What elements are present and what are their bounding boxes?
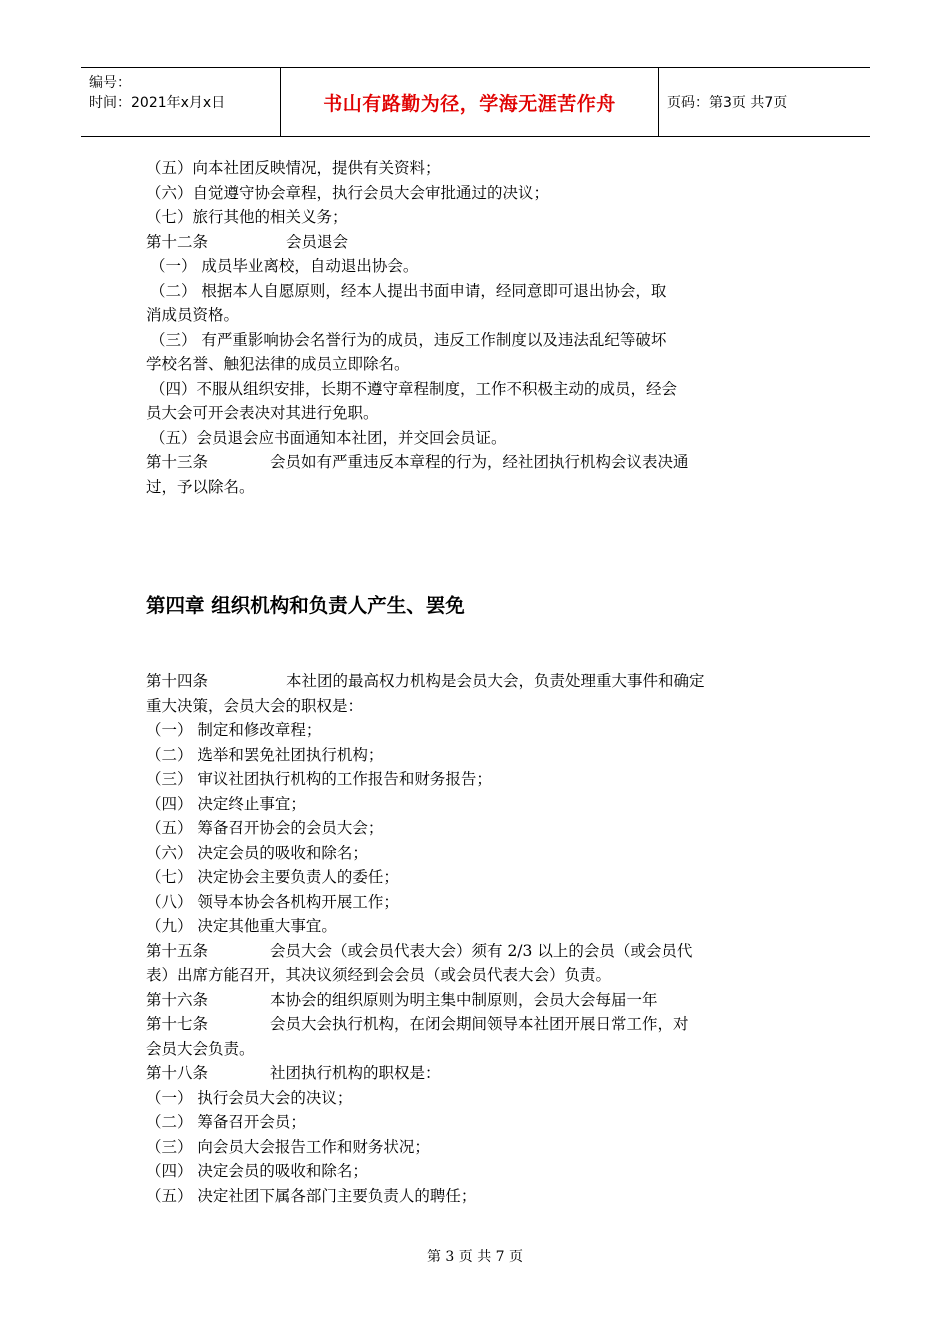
header-motto: 书山有路勤为径，学海无涯苦作舟 [281, 68, 659, 136]
power-item: （九） 决定其他重大事宜。 [146, 917, 337, 935]
header-page-info: 页码：第3页 共7页 [667, 95, 788, 111]
exec-power-item: （四） 决定会员的吸收和除名； [146, 1162, 368, 1180]
article-title: 第十七条 [146, 1015, 209, 1033]
article-17 [146, 1012, 810, 1037]
power-item: （二） 选举和罢免社团执行机构； [146, 745, 384, 764]
article-text: 会员大会（或会员代表大会）须有 2/3 以上的会员（或会员代 [270, 941, 693, 960]
withdraw-item: （一） 成员毕业离校，自动退出协会。 [150, 257, 419, 275]
article-title: 第十四条 [146, 672, 209, 690]
withdraw-item-cont: 员大会可开会表决对其进行免职。 [146, 404, 379, 422]
withdraw-item-cont: 学校名誉、触犯法律的成员立即除名。 [146, 355, 410, 373]
exec-power-item: （二） 筹备召开会员； [146, 1113, 306, 1131]
power-item: （四） 决定终止事宜； [146, 794, 306, 813]
article-14 [146, 669, 810, 694]
article-heading: 会员退会 [286, 232, 349, 251]
exec-power-item: （五） 决定社团下属各部门主要负责人的聘任； [146, 1186, 477, 1205]
power-item: （一） 制定和修改章程； [146, 721, 322, 739]
withdraw-item-cont: 消成员资格。 [146, 306, 240, 324]
article-text: 本社团的最高权力机构是会员大会，负责处理重大事件和确定 [286, 672, 705, 690]
article-16 [146, 988, 810, 1013]
obligation-item: （六）自觉遵守协会章程，执行会员大会审批通过的决议； [146, 183, 550, 202]
article-13-cont: 过，予以除名。 [146, 477, 255, 496]
article-title: 第十六条 [146, 990, 209, 1009]
article-13 [146, 450, 810, 475]
article-text: 会员大会执行机构，在闭会期间领导本社团开展日常工作，对 [270, 1015, 689, 1033]
withdraw-item: （二） 根据本人自愿原则，经本人提出书面申请，经同意即可退出协会，取 [150, 281, 667, 300]
article-14-cont: 重大决策，会员大会的职权是： [146, 696, 364, 715]
exec-power-item: （三） 向会员大会报告工作和财务状况； [146, 1137, 430, 1156]
exec-power-item: （一） 执行会员大会的决议； [146, 1088, 353, 1107]
article-title: 第十五条 [146, 941, 209, 960]
article-17-cont: 会员大会负责。 [146, 1039, 255, 1058]
article-18 [146, 1061, 810, 1086]
article-text: 本协会的组织原则为明主集中制原则，会员大会每届一年 [270, 990, 658, 1009]
article-text: 会员如有严重违反本章程的行为，经社团执行机构会议表决通 [270, 453, 689, 471]
power-item: （七） 决定协会主要负责人的委任； [146, 868, 399, 886]
page-footer: 第 3 页 共 7 页 [426, 1249, 524, 1265]
article-15 [146, 939, 810, 964]
power-item: （八） 领导本协会各机构开展工作； [146, 892, 399, 911]
withdraw-item: （五）会员退会应书面通知本社团，并交回会员证。 [150, 428, 507, 447]
doc-date-label: 时间：2021年x月x日 [89, 95, 226, 111]
body-section-1 [146, 156, 810, 499]
obligation-item: （七）旅行其他的相关义务； [146, 208, 348, 226]
chapter-title: 第四章 组织机构和负责人产生、罢免 [146, 594, 465, 617]
article-title: 第十二条 [146, 232, 209, 251]
article-title: 第十八条 [146, 1064, 209, 1082]
page-header [81, 67, 870, 137]
body-section-2 [146, 669, 810, 1208]
withdraw-item: （四）不服从组织安排，长期不遵守章程制度，工作不积极主动的成员，经会 [150, 379, 678, 398]
power-item: （三） 审议社团执行机构的工作报告和财务报告； [146, 770, 492, 788]
doc-number-label: 编号： [89, 75, 131, 91]
article-15-cont: 表）出席方能召开，其决议须经到会会员（或会员代表大会）负责。 [146, 966, 612, 984]
article-12-heading [146, 230, 810, 255]
article-title: 第十三条 [146, 453, 209, 471]
power-item: （六） 决定会员的吸收和除名； [146, 843, 368, 862]
article-text: 社团执行机构的职权是： [270, 1064, 441, 1082]
power-item: （五） 筹备召开协会的会员大会； [146, 819, 384, 837]
withdraw-item: （三） 有严重影响协会名誉行为的成员，违反工作制度以及违法乱纪等破坏 [150, 330, 667, 349]
obligation-item: （五）向本社团反映情况，提供有关资料； [146, 159, 441, 177]
header-meta [81, 68, 281, 136]
